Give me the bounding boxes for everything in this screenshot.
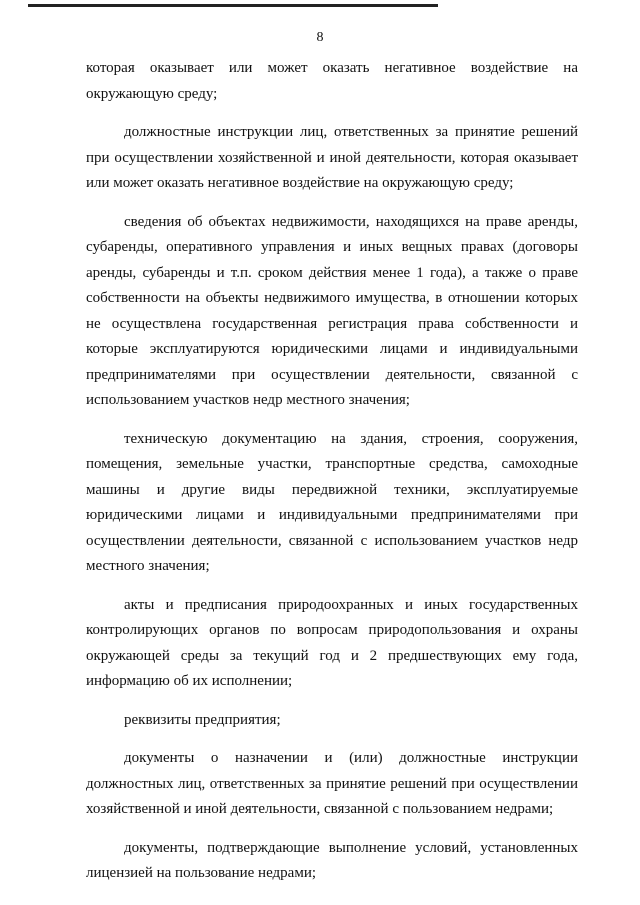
paragraph-job-instructions: должностные инструкции лиц, ответственных за принятие решений при осуществлении хозяйственной и иной деятельности, которая оказывает или может оказать негативное воздействие на окружающую среду; — [86, 124, 578, 191]
paragraph-inspection-acts: акты и предписания природоохранных и иных государственных контролирующих органов по вопросам природопользования и охраны окружающей среды за текущий год и 2 предшествующих ему года, информацию об их исполнении; — [86, 596, 578, 689]
paragraph-appointment-documents: документы о назначении и (или) должностные инструкции должностных лиц, ответственных за принятие решений при осуществлении хозяйственной и иной деятельности, связанной с пользованием недрами; — [86, 750, 578, 817]
paragraph-real-estate-info: сведения об объектах недвижимости, находящихся на праве аренды, субаренды, оперативного управления и иных вещных правах (договоры аренды, субаренды и т.п. сроком действия менее 1 года), а также о праве собственности на объекты недвижимого имущества, в отношении которых не осуществлена государственная регистрация права собственности и которые эксплуатируются юридическими лицами и индивидуальными предпринимателями при осуществлении деятельности, связанной с использованием участков недр местного значения; — [86, 213, 578, 408]
paragraph-continuation: которая оказывает или может оказать негативное воздействие на окружающую среду; — [86, 60, 578, 102]
document-body — [86, 56, 578, 900]
paragraph-technical-documentation: техническую документацию на здания, строения, сооружения, помещения, земельные участки, транспортные средства, самоходные машины и другие виды передвижной техники, эксплуатируемые юридическими лицами и индивидуальными предпринимателями при осуществлении деятельности, связанной с использованием участков недр местного значения; — [86, 430, 578, 574]
top-border-line — [28, 4, 438, 7]
paragraph-license-compliance: документы, подтверждающие выполнение условий, установленных лицензией на пользование недрами; — [86, 839, 578, 881]
page-number: 8 — [316, 30, 324, 45]
paragraph-company-details: реквизиты предприятия; — [124, 711, 281, 728]
